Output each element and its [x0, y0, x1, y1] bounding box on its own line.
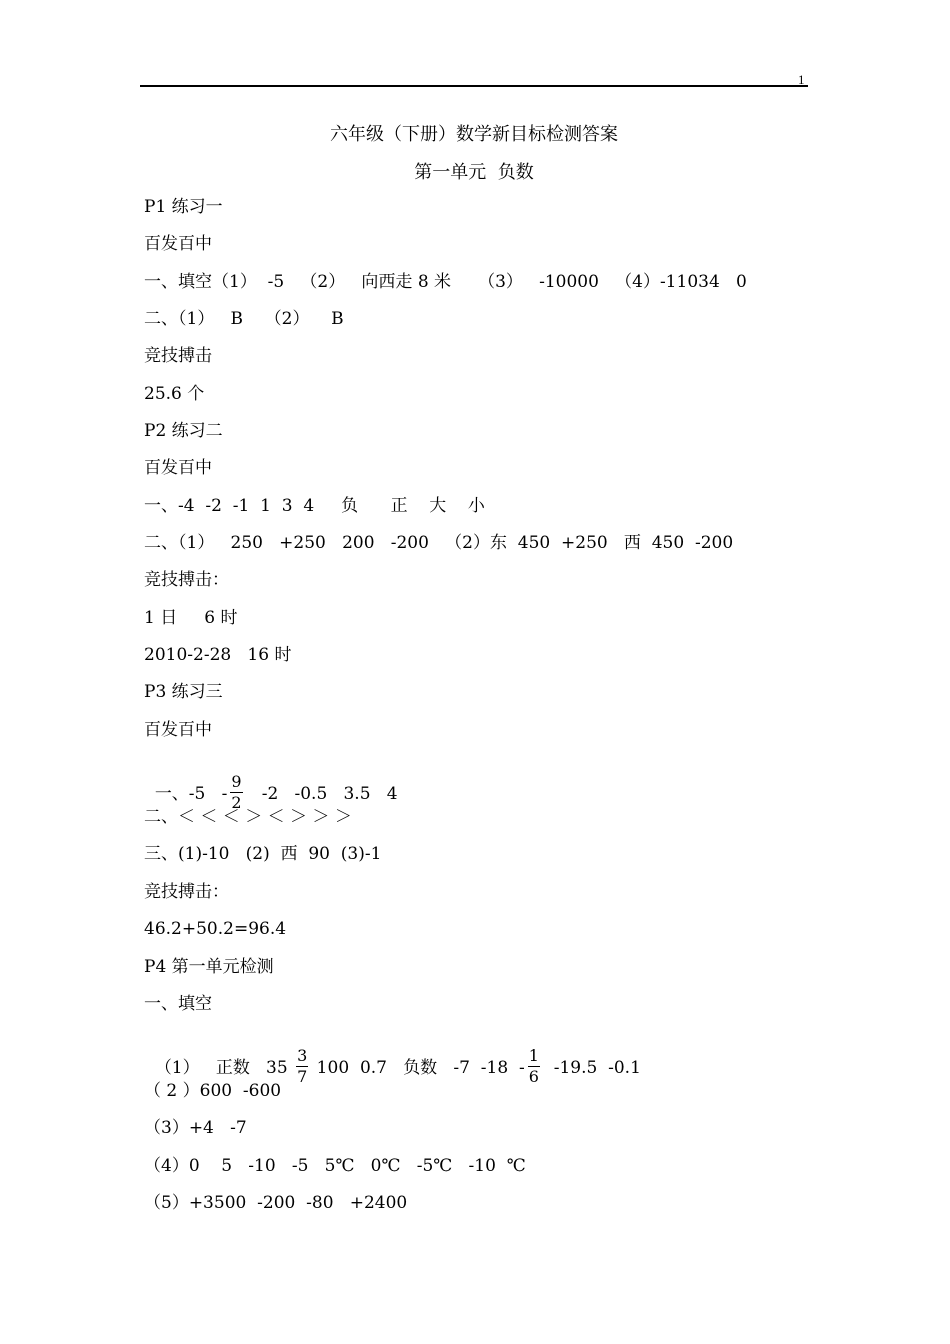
text-line: 1 日 6 时 [144, 608, 238, 628]
text-line: 竞技搏击： [144, 570, 229, 590]
text-line: （5）+3500 -200 -80 +2400 [144, 1193, 408, 1213]
text-line: 一、填空（1） -5 （2） 向西走 8 米 （3） -10000 （4）-11034 0 [144, 272, 747, 292]
header-rule [140, 85, 808, 87]
text-line: 2010-2-28 16 时 [144, 645, 292, 665]
fraction [528, 1046, 540, 1087]
text-segment: -2 -0.5 3.5 4 [245, 784, 398, 804]
page-title: 六年级（下册）数学新目标检测答案 [330, 124, 618, 145]
fraction-numerator: 3 [297, 1046, 308, 1065]
text-segment: 一、-5 - [154, 784, 228, 804]
fraction [296, 1046, 308, 1087]
text-line: 二、（1） 250 +250 200 -200 （2）东 450 +250 西 450 -200 [144, 533, 734, 553]
text-line: 竞技搏击： [144, 882, 229, 902]
text-line: P3 练习三 [144, 682, 223, 702]
text-line: 百发百中 [144, 720, 212, 740]
fraction-denominator: 6 [528, 1067, 539, 1086]
fraction-denominator: 2 [231, 793, 242, 812]
text-segment: -19.5 -0.1 [542, 1058, 641, 1078]
text-line: （ 2 ）600 -600 [144, 1081, 282, 1101]
text-line: 二、＜ ＜ ＜ ＞ ＜ ＞ ＞ ＞ [144, 807, 352, 827]
text-line: P1 练习一 [144, 197, 223, 217]
fraction-denominator: 7 [297, 1067, 308, 1086]
text-line: 百发百中 [144, 458, 212, 478]
text-line: 25.6 个 [144, 384, 205, 404]
text-line: P4 第一单元检测 [144, 957, 274, 977]
text-line: 竞技搏击 [144, 346, 212, 366]
text-line: （4）0 5 -10 -5 5℃ 0℃ -5℃ -10 ℃ [144, 1156, 526, 1176]
page-number: 1 [798, 72, 805, 87]
text-line: 二、（1） B （2） B [144, 309, 344, 329]
fraction-numerator: 9 [231, 772, 242, 791]
text-segment: （1） 正数 35 [154, 1058, 294, 1078]
text-segment: 100 0.7 负数 -7 -18 - [311, 1058, 525, 1078]
text-line: P2 练习二 [144, 421, 223, 441]
text-line: 一、-4 -2 -1 1 3 4 负 正 大 小 [144, 496, 485, 516]
text-line: 三、(1)-10 (2) 西 90 (3)-1 [144, 844, 382, 864]
unit-title: 第一单元 负数 [414, 162, 534, 183]
text-line: 百发百中 [144, 234, 212, 254]
text-line: （3）+4 -7 [144, 1118, 247, 1138]
fraction-numerator: 1 [528, 1046, 539, 1065]
text-line: 46.2+50.2=96.4 [144, 919, 287, 939]
text-line: 一、填空 [144, 994, 212, 1014]
